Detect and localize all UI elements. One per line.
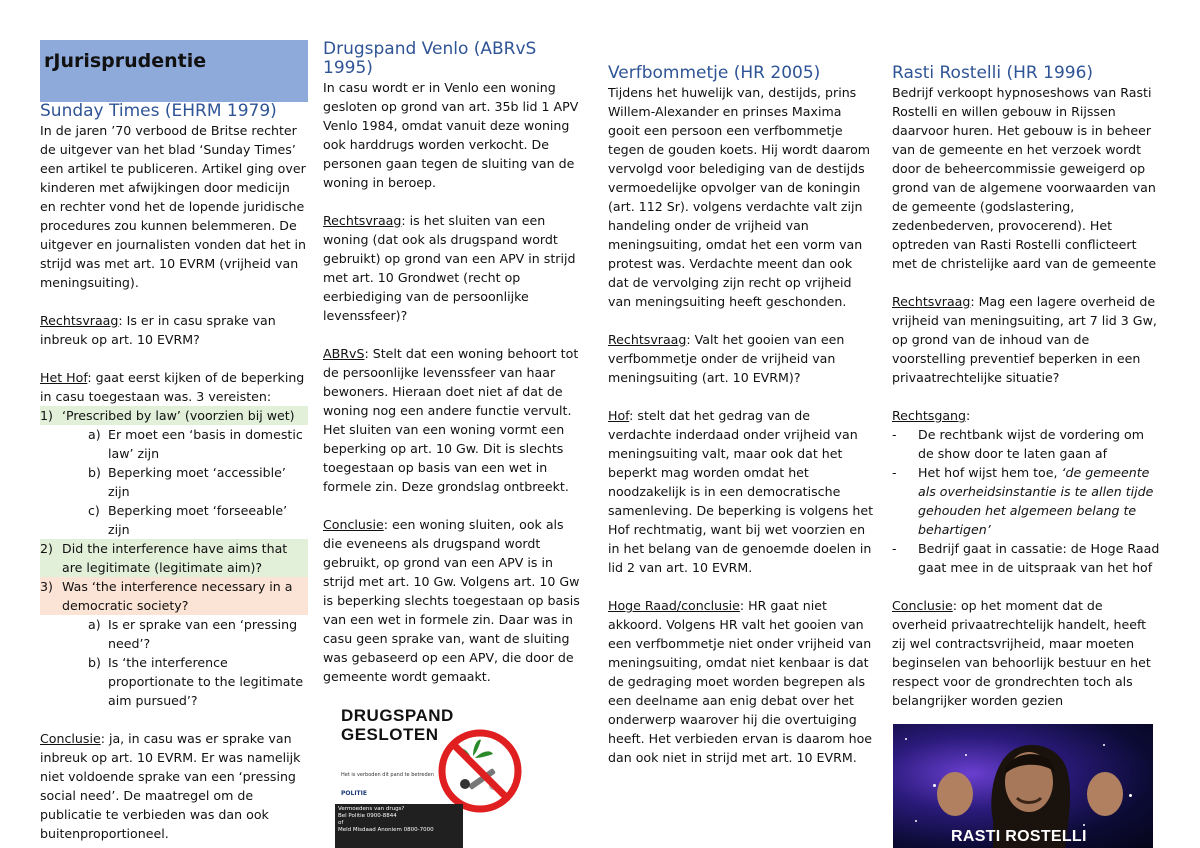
list-item	[40, 577, 308, 615]
list-number: c)	[88, 503, 100, 518]
column-sunday-times	[40, 0, 308, 843]
section-label: Het Hof	[40, 370, 88, 385]
abrvs-ruling	[323, 344, 585, 496]
list-text: Did the interference have aims that are legitimate (legitimate aim)?	[62, 541, 288, 575]
list-item	[40, 615, 308, 710]
poster-caption: Het is verboden dit pand te betreden	[341, 772, 434, 778]
list-text: Er moet een ‘basis in domestic law’ zijn	[108, 427, 303, 461]
section-text: : stelt dat het gedrag van de verdachte inderdaad onder vrijheid van meningsuiting valt, maar ook dat het beperkt mag worden omdat het noodzakelijk is in een democratische samenleving. De beperking is volgens het Hof rechtmatig, want bij wet voorzien en in het belang van de genoemde doelen in lid 2 van art. 10 EVRM.	[608, 408, 874, 575]
section-text: : is het sluiten van een woning (dat ook als drugspand wordt gebruikt) op grond van een APV in strijd met art. 10 Grondwet (recht op eerbiediging van de persoonlijke levenssfeer)?	[323, 213, 576, 323]
case-intro: In de jaren ’70 verbood de Britse rechter de uitgever van het blad ‘Sunday Times’ een artikel te publiceren. Artikel ging over kinderen met afwijkingen door medicijn en rechter vond het de lopende juridische procedures zou kunnen belemmeren. De uitgever en journalisten vonden dat het in strijd was met art. 10 EVRM (vrijheid van meningsuiting).	[40, 123, 307, 290]
section-label: Hof	[608, 408, 630, 423]
supreme-court-conclusion	[608, 596, 876, 767]
section-text: : op het moment dat de overheid privaatrechtelijk handelt, heeft zij wel contractsvrijheid, maar moeten beginselen van behoorlijk bestuur en het respect voor de grondrechten toch als belangrijker worden gezien	[892, 598, 1151, 708]
case-heading-verfbommetje: Verfbommetje (HR 2005)	[608, 63, 821, 83]
section-label: Conclusie	[323, 517, 384, 532]
case-heading-drugspand: Drugspand Venlo (ABRvS 1995)	[323, 39, 537, 78]
list-text: De rechtbank wijst de vordering om de show door te laten gaan af	[918, 427, 1144, 461]
section-label: Hoge Raad/conclusie	[608, 598, 740, 613]
politie-logo: POLITIE	[341, 790, 367, 797]
sub-list-item	[88, 463, 308, 501]
list-text: Beperking moet ‘accessible’ zijn	[108, 465, 286, 499]
legal-question	[892, 292, 1160, 387]
page-title: rJurisprudentie	[40, 40, 308, 102]
poster-contact-line: Meld Misdaad Anoniem 0800-7000	[338, 827, 434, 833]
section-text: : Is er in casu sprake van inbreuk op art. 10 EVRM?	[40, 313, 276, 347]
poster-contact-line: of	[338, 820, 344, 826]
poster-contact-line: Vermoedens van drugs?	[338, 806, 405, 812]
conclusion	[892, 596, 1160, 710]
column-verfbommetje	[608, 64, 876, 767]
procedure-heading	[892, 406, 1160, 425]
legal-question	[608, 330, 876, 387]
column-rasti-rostelli	[892, 64, 1160, 710]
list-item	[892, 425, 1160, 463]
list-number: 3)	[40, 579, 53, 594]
section-label: Rechtsvraag	[323, 213, 402, 228]
sub-list	[62, 425, 308, 539]
drugspand-poster-image	[331, 700, 549, 848]
column-drugspand-venlo	[323, 40, 585, 686]
case-intro: In casu wordt er in Venlo een woning gesloten op grond van art. 35b lid 1 APV Venlo 1984, omdat vanuit deze woning ook harddrugs worden verkocht. De personen gaan tegen de sluiting van de woning in beroep.	[323, 80, 579, 190]
list-text: Beperking moet ‘forseeable’ zijn	[108, 503, 288, 537]
case-intro: Tijdens het huwelijk van, destijds, prins Willem-Alexander en prinses Maxima gooit een persoon een verfbommetje tegen de gouden koets. Hij wordt daarom vervolgd voor belediging van de destijds vermoedelijke opvolger van de koningin (art. 112 Sr). volgens verdachte valt zijn handeling onder de vrijheid van meningsuiting, omdat het een vorm van protest was. Verdachte meent dan ook dat de vervolging zijn recht op vrijheid van meningsuiting heeft geschonden.	[608, 85, 871, 309]
conclusion	[40, 729, 308, 843]
section-label: ABRvS	[323, 346, 365, 361]
poster-contact-line: Bel Politie 0900-8844	[338, 813, 397, 819]
list-dash: -	[892, 465, 897, 480]
photo-caption: RASTI ROSTELLI	[951, 828, 1087, 845]
list-item	[40, 406, 308, 425]
list-dash: -	[892, 541, 897, 556]
list-item	[892, 539, 1160, 577]
list-number: a)	[88, 427, 101, 442]
list-text: Is ‘the interference proportionate to the legitimate aim pursued’?	[108, 655, 304, 708]
section-text: : een woning sluiten, ook als die eveneens als drugspand wordt gebruikt, op grond van een APV is in strijd met art. 10 Gw. Volgens art. 10 Gw is beperking slechts toegestaan op basis van een wet in formele zin. Daar was in casu geen sprake van, want de sluiting was gebaseerd op een APV, die door de gemeente wordt gemaakt.	[323, 517, 580, 684]
list-item	[40, 539, 308, 577]
poster-title: DRUGSPAND GESLOTEN	[341, 706, 454, 744]
list-number: a)	[88, 617, 101, 632]
court-reasoning	[608, 406, 876, 577]
list-number: b)	[88, 655, 101, 670]
court-reasoning	[40, 368, 308, 406]
case-heading-rasti-rostelli: Rasti Rostelli (HR 1996)	[892, 63, 1094, 83]
section-text: : ja, in casu was er sprake van inbreuk op art. 10 EVRM. Er was namelijk niet voldoende sprake van een ‘pressing social need’. De maatregel om de publicatie te verbieden was dan ook buitenproportioneel.	[40, 731, 301, 841]
section-label: Rechtsvraag	[892, 294, 971, 309]
section-text: : Valt het gooien van een verfbommetje onder de vrijheid van meningsuiting (art. 10 EVRM)?	[608, 332, 845, 385]
sub-list-item	[88, 653, 308, 710]
conclusion	[323, 515, 585, 686]
list-text: ‘Prescribed by law’ (voorzien bij wet)	[62, 408, 295, 423]
legal-question	[40, 311, 308, 349]
section-label: Rechtsgang	[892, 408, 967, 423]
section-text: : Stelt dat een woning behoort tot de persoonlijke levenssfeer van haar bewoners. Hieraan doet niet af dat de woning nog een andere functie vervult. Het sluiten van een woning vormt een beperking op art. 10 Gw. Dit is slechts toegestaan op basis van een wet in formele zin. Deze grondslag ontbreekt.	[323, 346, 579, 494]
sub-list-item	[88, 501, 308, 539]
rasti-rostelli-photo	[893, 724, 1153, 848]
section-text: : HR gaat niet akkoord. Volgens HR valt het gooien van een verfbommetje niet onder vrijheid van meningsuiting, omdat niet kenbaar is dat de gedraging moet worden begrepen als een deelname aan enig debat over het onderwerp waarover hij die overtuiging heeft. Het verbieden ervan is daarom hoe dan ook niet in strijd met art. 10 EVRM.	[608, 598, 873, 765]
section-label: Rechtsvraag	[608, 332, 687, 347]
list-text: Het hof wijst hem toe,	[918, 465, 1062, 480]
sub-list	[62, 615, 308, 710]
list-number: b)	[88, 465, 101, 480]
case-heading-sunday-times: Sunday Times (EHRM 1979)	[40, 101, 277, 121]
section-label: Conclusie	[892, 598, 953, 613]
list-number: 2)	[40, 541, 53, 556]
procedure-list	[892, 425, 1160, 577]
requirements-list	[40, 406, 308, 710]
quoted-ruling: ‘de gemeente als overheidsinstantie is te allen tijde gehouden het algemeen belang te behartigen’	[918, 465, 1154, 537]
no-drugs-sign-icon	[437, 728, 523, 814]
section-label: Rechtsvraag	[40, 313, 119, 328]
list-item	[40, 425, 308, 539]
section-label: Conclusie	[40, 731, 101, 746]
sub-list-item	[88, 425, 308, 463]
case-intro: Bedrijf verkoopt hypnoseshows van Rasti Rostelli en willen gebouw in Rijssen daarvoor huren. Het gebouw is in beheer van de gemeente en het verzoek wordt door de beheercommissie geweigerd op grond van de algemene voorwaarden van de gemeente (godslastering, zedenbederven, provocerend). Het optreden van Rasti Rostelli conflicteert met de christelijke aard van de gemeente	[892, 85, 1157, 271]
sub-list-item	[88, 615, 308, 653]
list-number: 1)	[40, 408, 53, 423]
list-dash: -	[892, 427, 897, 442]
legal-question	[323, 211, 585, 325]
section-text: : gaat eerst kijken of de beperking in casu toegestaan was. 3 vereisten:	[40, 370, 305, 404]
poster-contact-box	[335, 804, 463, 848]
list-item	[892, 463, 1160, 539]
section-text: : Mag een lagere overheid de vrijheid van meningsuiting, art 7 lid 3 Gw, op grond van de inhoud van de voorstelling preventief beperken in een privaatrechtelijke situatie?	[892, 294, 1157, 385]
section-colon: :	[966, 408, 971, 423]
list-text: Was ‘the interference necessary in a democratic society?	[62, 579, 293, 613]
list-text: Is er sprake van een ‘pressing need’?	[108, 617, 298, 651]
list-text: Bedrijf gaat in cassatie: de Hoge Raad gaat mee in de uitspraak van het hof	[918, 541, 1160, 575]
